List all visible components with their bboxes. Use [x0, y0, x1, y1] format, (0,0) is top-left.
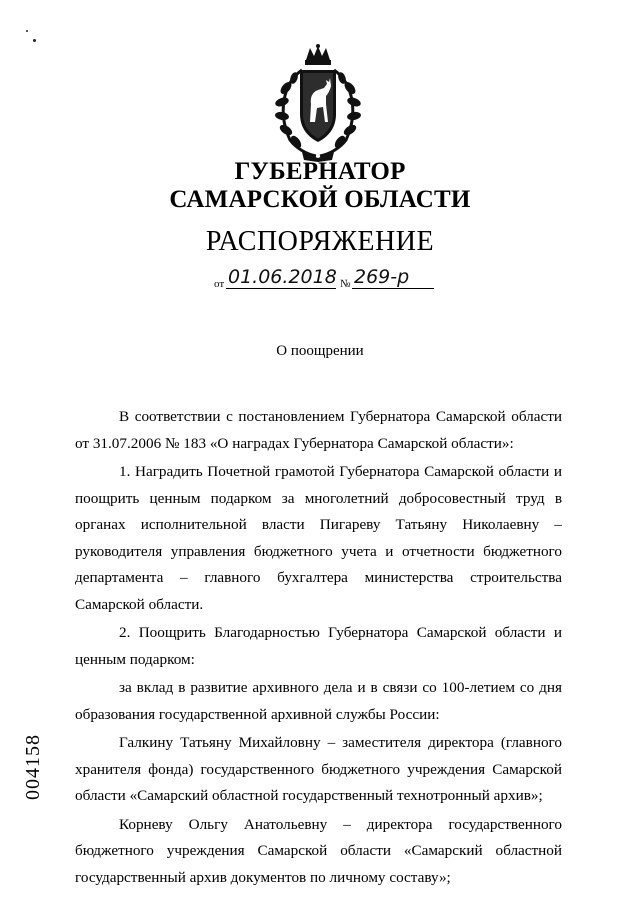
side-registration-stamp: 004158 — [22, 734, 44, 800]
from-label: от — [214, 278, 225, 290]
item-2-paragraph: 2. Поощрить Благодарностью Губернатора Самарской области и ценным подарком: — [75, 624, 562, 668]
handwritten-number: 269-р — [354, 266, 410, 288]
awardee-1-paragraph: Галкину Татьяну Михайловну – заместителя директора (главного хранителя фонда) государственного бюджетного учреждения Самарской области «Самарский областной государственный технотронный архив»; — [75, 734, 562, 804]
scan-speck — [26, 30, 28, 32]
date-number-line — [214, 266, 454, 292]
coat-of-arms-emblem — [272, 44, 364, 162]
date-underline — [226, 288, 336, 289]
header-line-2: САМАРСКОЙ ОБЛАСТИ — [169, 186, 471, 213]
number-label: № — [340, 278, 351, 290]
document-subject: О поощрении — [276, 343, 364, 359]
number-underline — [352, 288, 434, 289]
awardee-2-paragraph: Корневу Ольгу Анатольевну – директора государственного бюджетного учреждения Самарской области «Самарский областной государственный архив документов по личному составу»; — [75, 815, 562, 886]
intro-paragraph: В соответствии с постановлением Губернатора Самарской области от 31.07.2006 № 183 «О наградах Губернатора Самарской области»: — [75, 408, 562, 452]
scan-speck — [33, 39, 36, 42]
item-1-paragraph: 1. Наградить Почетной грамотой Губернатора Самарской области и поощрить ценным подарком за многолетний добросовестный труд в органах исполнительной власти Пигареву Татьяну Николаевну – руководителя управления бюджетного учета и отчетности бюджетного департамента – главного бухгалтера министерства строительства Самарской области. — [75, 463, 562, 613]
header-line-1: ГУБЕРНАТОР — [234, 158, 406, 185]
handwritten-date: 01.06.2018 — [228, 266, 337, 288]
document-body — [75, 404, 562, 891]
reason-paragraph: за вклад в развитие архивного дела и в связи со 100-летием со дня образования государственной архивной службы России: — [75, 679, 562, 723]
document-type: РАСПОРЯЖЕНИЕ — [205, 226, 435, 257]
